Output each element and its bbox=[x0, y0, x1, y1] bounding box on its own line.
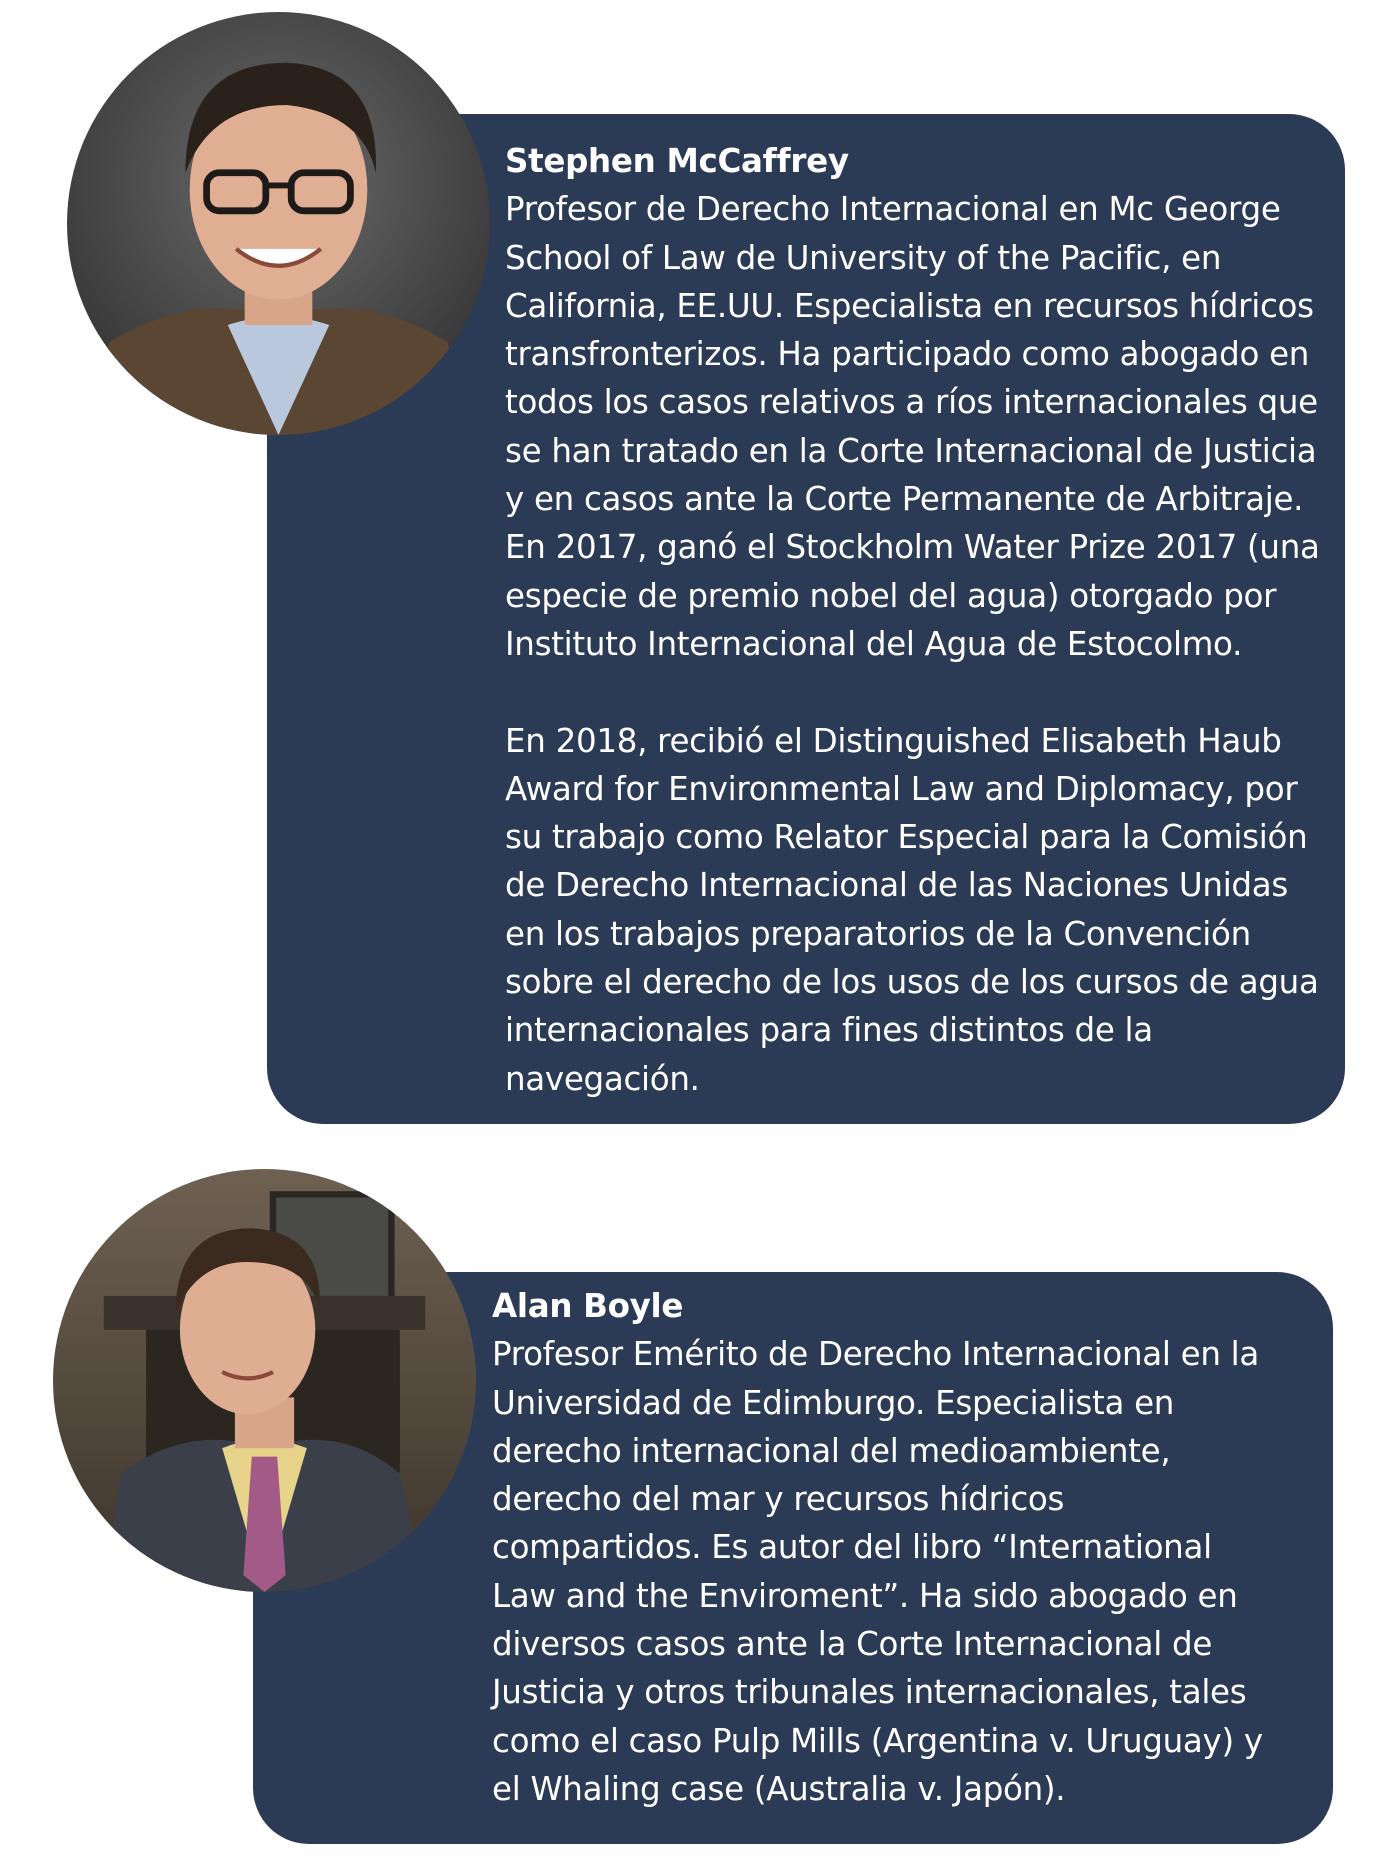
bio-line: su trabajo como Relator Especial para la Comisión bbox=[505, 818, 1308, 857]
bio-line: Justicia y otros tribunales internacionales, tales bbox=[492, 1673, 1247, 1712]
paragraph-gap bbox=[505, 668, 1320, 716]
bio-line: Instituto Internacional del Agua de Estocolmo. bbox=[505, 624, 1243, 663]
speaker-photo-boyle bbox=[53, 1169, 476, 1592]
bio-line: internacionales para fines distintos de la bbox=[505, 1011, 1153, 1050]
bio-line: Profesor Emérito de Derecho Internacional en la bbox=[492, 1335, 1259, 1374]
portrait-photo-icon bbox=[67, 12, 490, 435]
bio-line: sobre el derecho de los usos de los cursos de agua bbox=[505, 963, 1319, 1002]
bio-line: Award for Environmental Law and Diplomacy, por bbox=[505, 769, 1298, 808]
bio-line: como el caso Pulp Mills (Argentina v. Uruguay) y bbox=[492, 1721, 1263, 1760]
bio-line: Profesor de Derecho Internacional en Mc George bbox=[505, 190, 1281, 229]
portrait-photo-icon bbox=[53, 1169, 476, 1592]
bio-line: se han tratado en la Corte Internacional de Justicia bbox=[505, 431, 1317, 470]
speaker-photo-mccaffrey bbox=[67, 12, 490, 435]
speaker-name: Alan Boyle bbox=[492, 1287, 684, 1325]
bio-line: derecho internacional del medioambiente, bbox=[492, 1431, 1171, 1470]
bio-line: compartidos. Es autor del libro “International bbox=[492, 1528, 1212, 1567]
bio-line: el Whaling case (Australia v. Japón). bbox=[492, 1769, 1066, 1808]
bio-line: en los trabajos preparatorios de la Convención bbox=[505, 914, 1251, 953]
bio-line: y en casos ante la Corte Permanente de Arbitraje. bbox=[505, 480, 1304, 519]
speaker-bio-mccaffrey bbox=[505, 137, 1320, 1103]
bio-line: School of Law de University of the Pacific, en bbox=[505, 238, 1222, 277]
bio-line: especie de premio nobel del agua) otorgado por bbox=[505, 576, 1277, 615]
bio-line: navegación. bbox=[505, 1059, 700, 1098]
bio-line: Law and the Enviroment”. Ha sido abogado en bbox=[492, 1576, 1238, 1615]
speaker-bio-boyle bbox=[492, 1282, 1263, 1813]
bio-line: En 2017, ganó el Stockholm Water Prize 2017 (una bbox=[505, 528, 1320, 567]
bio-line: diversos casos ante la Corte Internacional de bbox=[492, 1625, 1213, 1664]
bio-line: En 2018, recibió el Distinguished Elisabeth Haub bbox=[505, 721, 1282, 760]
bio-line: de Derecho Internacional de las Naciones Unidas bbox=[505, 866, 1289, 905]
bio-line: transfronterizos. Ha participado como abogado en bbox=[505, 335, 1310, 374]
bio-line: Universidad de Edimburgo. Especialista en bbox=[492, 1383, 1175, 1422]
bio-line: derecho del mar y recursos hídricos bbox=[492, 1480, 1065, 1519]
bio-line: todos los casos relativos a ríos internacionales que bbox=[505, 383, 1318, 422]
bio-line: California, EE.UU. Especialista en recursos hídricos bbox=[505, 286, 1314, 325]
speaker-name: Stephen McCaffrey bbox=[505, 142, 849, 180]
